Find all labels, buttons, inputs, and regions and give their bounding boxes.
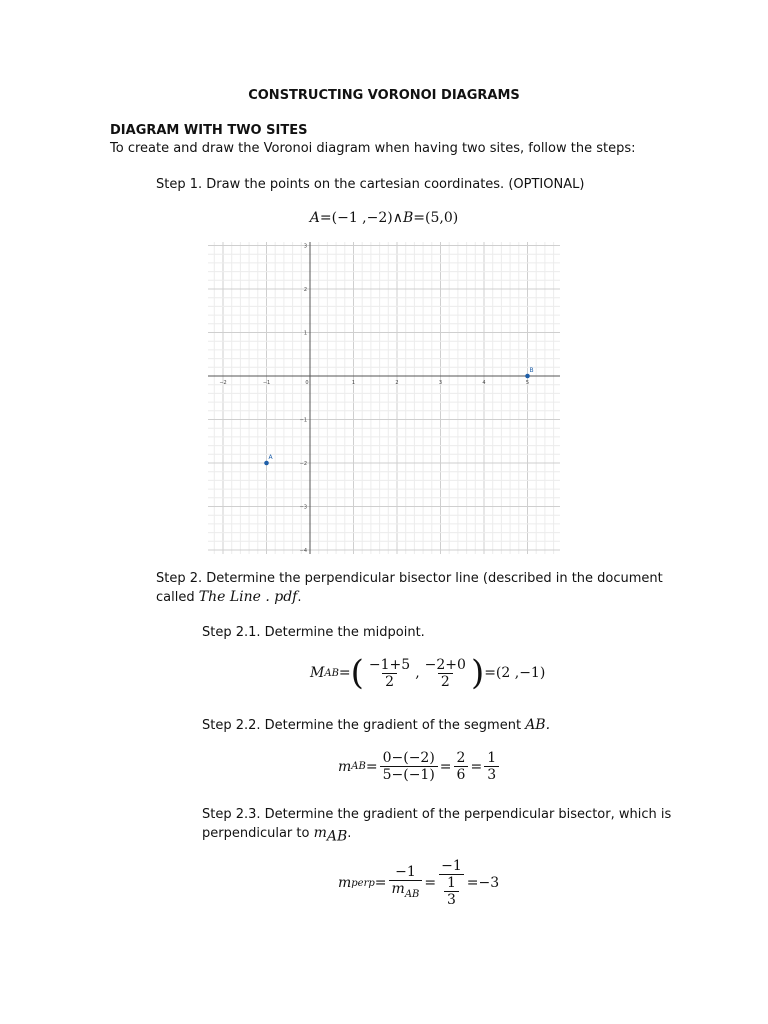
point-b-name: B	[402, 210, 414, 226]
x-tick-label: −1	[262, 380, 271, 386]
doc-name: The Line . pdf	[198, 589, 298, 605]
gradient-frac2-den: 6	[454, 766, 469, 783]
step1-label: Step 1. Draw the points on the cartesian coordinates. (OPTIONAL)	[156, 177, 585, 192]
gradient-frac1-den: 5−(−1)	[380, 766, 438, 783]
perp-frac2	[438, 858, 465, 908]
ref-m-sub: AB	[326, 828, 348, 845]
perp-inner-num: 1	[446, 875, 456, 891]
gradient-frac2	[454, 750, 469, 783]
step2-label-cont	[156, 589, 302, 605]
perp-frac2-num: −1	[441, 858, 462, 874]
x-tick-label: 3	[438, 380, 443, 386]
perp-frac2-den	[439, 874, 464, 908]
perp-gradient-formula: m perp = $\frac{-1}{m_{AB}}$ = $\frac{-1}{\frac{1}{3}}$ =−3	[338, 858, 500, 908]
step2-3-text: perpendicular to	[202, 826, 310, 841]
perp-frac1-den-sub: AB	[404, 888, 420, 900]
midpoint-lhs-sub: AB	[324, 667, 339, 679]
perp-frac1-den	[389, 880, 423, 903]
step2-label: Step 2. Determine the perpendicular bisector line (described in the document	[156, 571, 663, 586]
and-symbol: ∧	[392, 210, 403, 226]
perp-lhs-sub: perp	[351, 877, 375, 889]
intro-text: To create and draw the Voronoi diagram when having two sites, follow the steps:	[110, 141, 636, 156]
gradient-frac1-num: 0−(−2)	[382, 750, 435, 766]
point-a	[264, 461, 269, 466]
section-heading: DIAGRAM WITH TWO SITES	[110, 123, 308, 138]
step2-called: called	[156, 590, 195, 605]
perp-frac1-den-m: m	[391, 880, 405, 897]
gradient-frac3-den: 3	[484, 766, 499, 783]
x-tick-label: 5	[525, 380, 530, 386]
point-b	[525, 374, 530, 379]
x-tick-label: 4	[482, 380, 486, 386]
y-tick-label: 3	[303, 243, 307, 250]
gradient-frac1	[380, 750, 438, 783]
point-label-b: B	[529, 367, 534, 374]
step2-period: .	[297, 590, 302, 605]
ref-period: .	[347, 826, 352, 841]
midpoint-x-den: 2	[382, 673, 397, 690]
step2-3-label: Step 2.3. Determine the gradient of the perpendicular bisector, which is	[202, 807, 672, 822]
gradient-lhs-sub: AB	[351, 761, 366, 772]
perp-inner-frac	[444, 875, 459, 908]
perp-inner-den: 3	[444, 891, 459, 908]
segment-name: AB.	[525, 717, 551, 733]
perp-result: =−3	[466, 875, 500, 891]
open-paren: (	[350, 653, 364, 693]
gradient-formula: m AB = $\frac{0-(-2)}{5-(-1)}$ = $\frac{2}{6}$ = $\frac{1}{3}$	[338, 750, 501, 783]
point-a-coords: (−1 ,−2)	[331, 210, 393, 226]
midpoint-x-num: −1+5	[368, 656, 411, 673]
midpoint-result: =(2 ,−1)	[484, 665, 546, 681]
gradient-frac2-num: 2	[456, 750, 466, 766]
step2-2-text: Step 2.2. Determine the gradient of the segment	[202, 718, 522, 733]
midpoint-comma: ,	[415, 665, 420, 681]
page-title: CONSTRUCTING VORONOI DIAGRAMS	[248, 88, 520, 103]
x-tick-label: 2	[395, 380, 399, 386]
y-tick-label: −3	[299, 504, 307, 511]
gradient-frac3-num: 1	[487, 750, 497, 766]
step2-2-label	[202, 717, 550, 733]
gradient-frac3	[484, 750, 499, 783]
cartesian-graph	[208, 242, 560, 554]
y-tick-label: 2	[303, 287, 307, 293]
midpoint-formula: M AB = ( $\frac{-1+5}{2}$ , $\frac{-2+0}{2}$ ) =(2 ,−1)	[310, 653, 546, 693]
step2-3-label-cont	[202, 825, 351, 845]
step2-1-label: Step 2.1. Determine the midpoint.	[202, 625, 425, 640]
point-b-coords: (5,0)	[425, 210, 459, 226]
ref-m: m	[313, 825, 327, 841]
midpoint-lhs: M	[310, 665, 325, 681]
midpoint-x-frac	[366, 657, 413, 690]
step1-formula: A=(−1 ,−2)∧B=(5,0)	[309, 210, 459, 226]
midpoint-y-num: −2+0	[424, 656, 466, 673]
x-tick-label: 1	[351, 380, 356, 386]
gradient-lhs: m	[338, 758, 352, 775]
y-tick-label: −4	[299, 548, 307, 554]
perp-lhs: m	[338, 875, 352, 891]
perp-frac1-num: −1	[395, 863, 416, 880]
x-tick-label: 0	[305, 380, 309, 386]
y-tick-label: −2	[299, 461, 307, 467]
point-a-name: A	[309, 210, 320, 226]
x-tick-label: −2	[219, 380, 227, 386]
y-tick-label: 1	[303, 330, 307, 337]
midpoint-y-den: 2	[438, 673, 453, 690]
close-paren: )	[470, 653, 485, 693]
point-label-a: A	[268, 454, 273, 461]
midpoint-y-frac	[422, 657, 469, 690]
y-tick-label: −1	[299, 417, 307, 424]
perp-frac1	[389, 864, 423, 903]
